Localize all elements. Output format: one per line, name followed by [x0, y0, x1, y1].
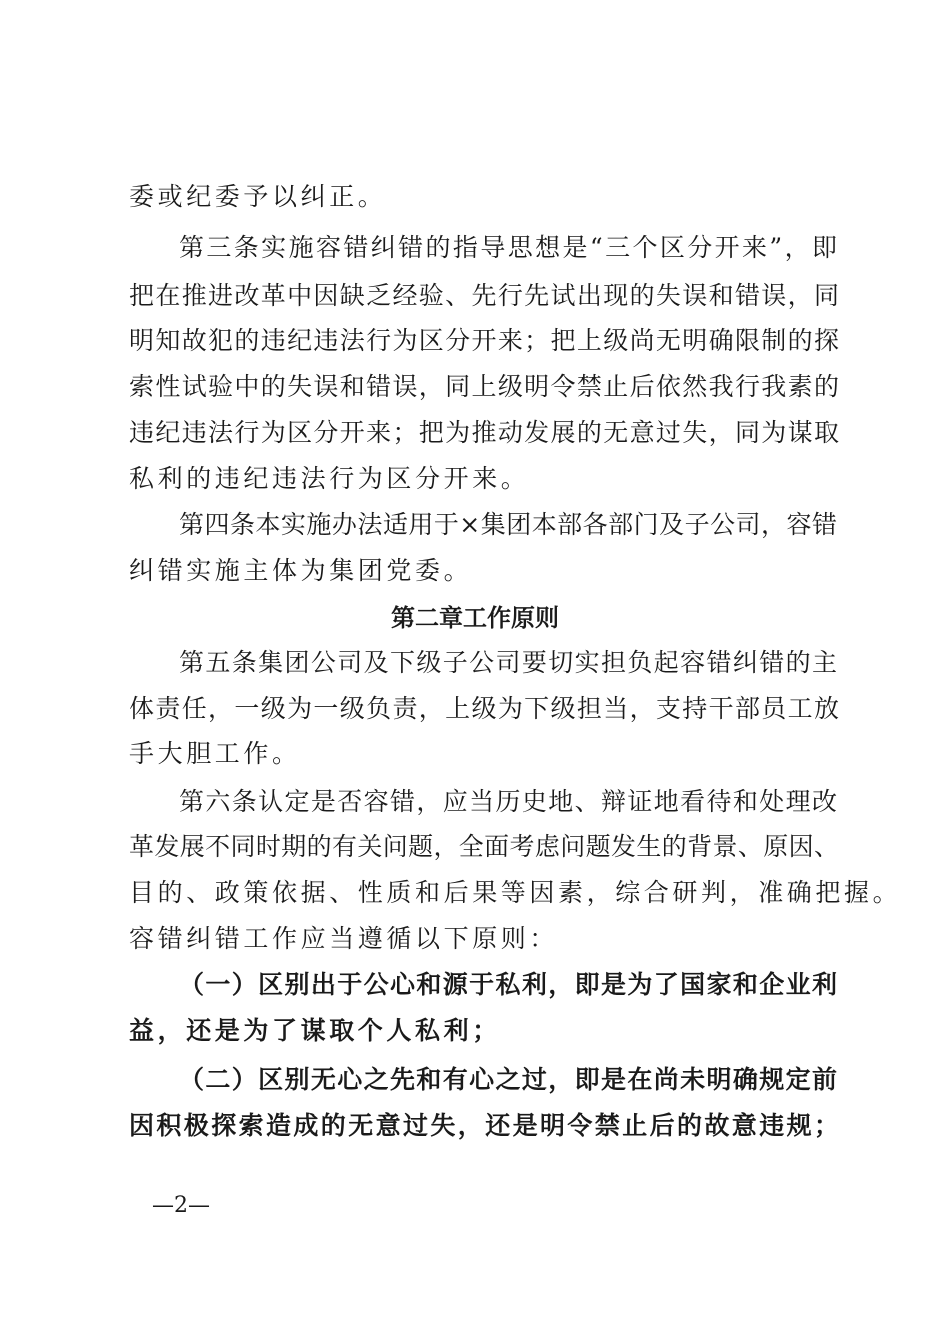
page-number: —2—: [152, 1193, 210, 1218]
article-3-line: 明知故犯的违纪违法行为区分开来；把上级尚无明确限制的探: [129, 326, 839, 355]
article-3-line: 第三条实施容错纠错的指导思想是“三个区分开来”，即: [179, 233, 837, 262]
article-3-line: 索性试验中的失误和错误，同上级明令禁止后依然我行我素的: [129, 372, 839, 401]
principle-2-line: 因积极探索造成的无意过失，还是明令禁止后的故意违规；: [129, 1111, 839, 1140]
article-3-line: 违纪违法行为区分开来；把为推动发展的无意过失，同为谋取: [129, 418, 839, 447]
article-4-line: 纠错实施主体为集团党委。: [129, 556, 473, 585]
article-6-line: 容错纠错工作应当遵循以下原则：: [129, 924, 559, 953]
article-6-line: 革发展不同时期的有关问题，全面考虑问题发生的背景、原因、: [129, 832, 839, 861]
article-5-line: 手大胆工作。: [129, 739, 301, 768]
article-6-line: 目的、政策依据、性质和后果等因素，综合研判，准确把握。: [129, 878, 902, 907]
principle-1-line: 益，还是为了谋取个人私利；: [129, 1016, 501, 1045]
article-6-line: 第六条认定是否容错，应当历史地、辩证地看待和处理改: [179, 787, 837, 816]
paragraph-line: 委或纪委予以纠正。: [129, 182, 387, 211]
article-5-line: 第五条集团公司及下级子公司要切实担负起容错纠错的主: [179, 648, 837, 677]
principle-1-line: （一）区别出于公心和源于私利，即是为了国家和企业利: [179, 970, 837, 999]
article-3-line: 把在推进改革中因缺乏经验、先行先试出现的失误和错误，同: [129, 281, 839, 310]
article-5-line: 体责任，一级为一级负责，上级为下级担当，支持干部员工放: [129, 694, 839, 723]
article-4-line: 第四条本实施办法适用于×集团本部各部门及子公司，容错: [179, 510, 837, 539]
article-3-line: 私利的违纪违法行为区分开来。: [129, 464, 530, 493]
principle-2-line: （二）区别无心之先和有心之过，即是在尚未明确规定前: [179, 1065, 837, 1094]
chapter-title: 第二章工作原则: [391, 603, 559, 632]
